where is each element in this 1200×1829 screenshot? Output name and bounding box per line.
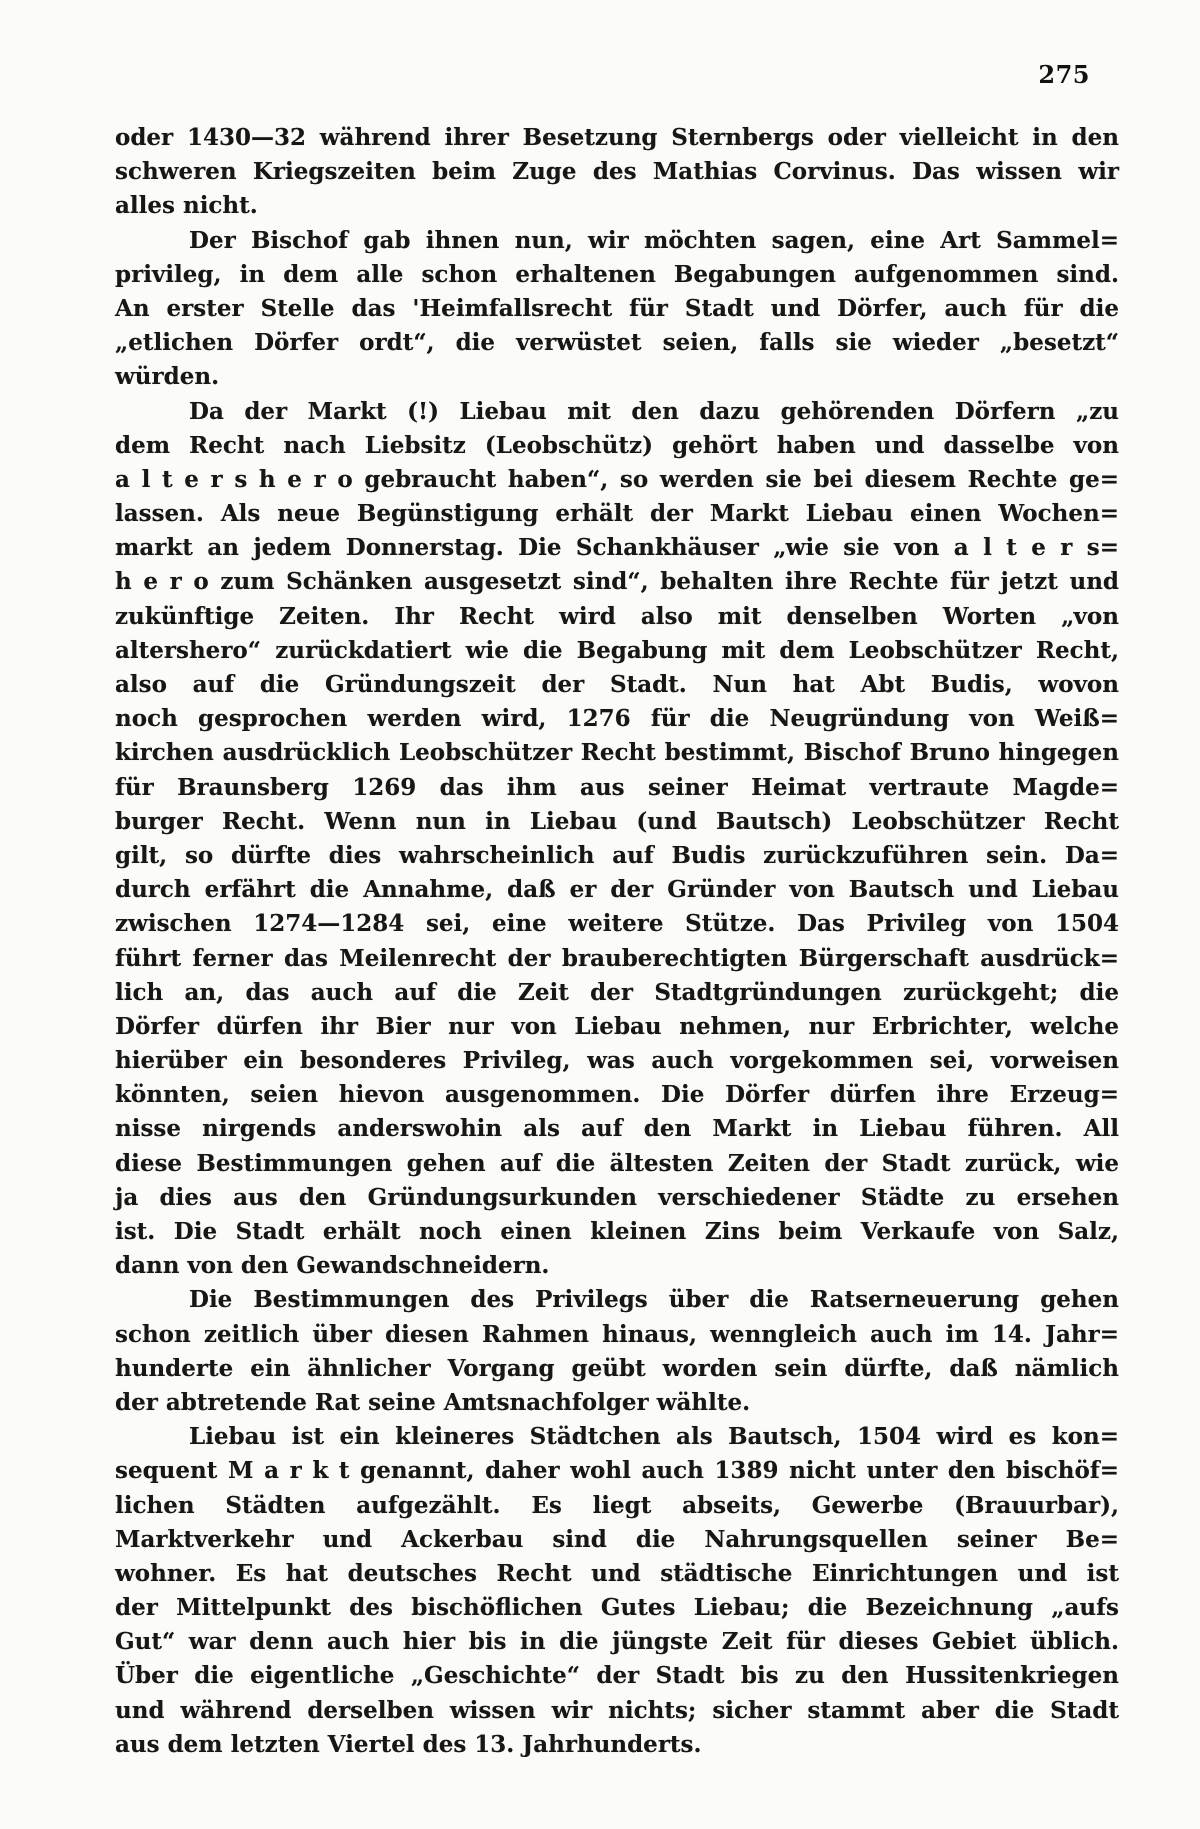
text-line: Über die eigentliche „Geschichte“ der Stadt bis zu den Hussitenkriegen (115, 1662, 1119, 1690)
text-line: lich an, das auch auf die Zeit der Stadtgründungen zurückgeht; die (115, 978, 1119, 1006)
paragraph (115, 395, 1119, 1284)
text-line: ist. Die Stadt erhält noch einen kleinen Zins beim Verkaufe von Salz, (115, 1218, 1119, 1245)
text-line: würden. (115, 363, 220, 391)
paragraph (115, 224, 1119, 395)
text-line: Gut“ war denn auch hier bis in die jüngste Zeit für dieses Gebiet üblich. (115, 1628, 1119, 1656)
paragraph (115, 121, 1119, 224)
text-line: alles nicht. (115, 192, 258, 220)
text-block (115, 121, 1119, 1762)
text-line: hierüber ein besonderes Privileg, was auch vorgekommen sei, vorweisen (115, 1047, 1119, 1075)
text-line: der abtretende Rat seine Amtsnachfolger wählte. (115, 1388, 751, 1416)
text-line: und während derselben wissen wir nichts; sicher stammt aber die Stadt (115, 1696, 1119, 1724)
text-line: Der Bischof gab ihnen nun, wir möchten sagen, eine Art Sammel= (189, 226, 1119, 254)
text-line: privileg, in dem alle schon erhaltenen Begabungen aufgenommen sind. (115, 260, 1119, 288)
text-line: kirchen ausdrücklich Leobschützer Recht bestimmt, Bischof Bruno hingegen (115, 739, 1119, 767)
paragraph (115, 1420, 1119, 1762)
paragraph (115, 1283, 1119, 1420)
text-line: „etlichen Dörfer ordt“, die verwüstet seien, falls sie wieder „besetzt“ (115, 329, 1119, 357)
text-line: markt an jedem Donnerstag. Die Schankhäuser „wie sie von a l t e r s= (115, 534, 1119, 562)
text-line: h e r o zum Schänken ausgesetzt sind“, behalten ihre Rechte für jetzt und (115, 568, 1119, 596)
text-line: altershero“ zurückdatiert wie die Begabung mit dem Leobschützer Recht, (115, 636, 1119, 664)
text-line: Marktverkehr und Ackerbau sind die Nahrungsquellen seiner Be= (115, 1525, 1119, 1553)
text-line: zwischen 1274—1284 sei, eine weitere Stütze. Das Privileg von 1504 (115, 910, 1119, 938)
text-line: Die Bestimmungen des Privilegs über die Ratserneuerung gehen (189, 1286, 1119, 1314)
text-line: nisse nirgends anderswohin als auf den Markt in Liebau führen. All (115, 1115, 1119, 1143)
text-line: sequent M a r k t genannt, daher wohl auch 1389 nicht unter den bischöf= (115, 1457, 1119, 1485)
text-line: durch erfährt die Annahme, daß er der Gründer von Bautsch und Liebau (115, 876, 1119, 904)
text-line: burger Recht. Wenn nun in Liebau (und Bautsch) Leobschützer Recht (115, 807, 1119, 835)
text-line: lichen Städten aufgezählt. Es liegt abseits, Gewerbe (Brauurbar), (115, 1491, 1119, 1519)
text-line: An erster Stelle das 'Heimfallsrecht für Stadt und Dörfer, auch für die (115, 294, 1119, 322)
text-line: dem Recht nach Liebsitz (Leobschütz) gehört haben und dasselbe von (115, 431, 1119, 459)
text-line: oder 1430—32 während ihrer Besetzung Sternbergs oder vielleicht in den (115, 124, 1119, 151)
text-line: dann von den Gewandschneidern. (115, 1252, 550, 1280)
text-line: a l t e r s h e r o gebraucht haben“, so werden sie bei diesem Rechte ge= (115, 465, 1119, 493)
text-line: Dörfer dürfen ihr Bier nur von Liebau nehmen, nur Erbrichter, welche (115, 1012, 1119, 1040)
text-line: gilt, so dürfte dies wahrscheinlich auf Budis zurückzuführen sein. Da= (115, 841, 1119, 869)
text-line: Da der Markt (!) Liebau mit den dazu gehörenden Dörfern „zu (189, 397, 1119, 425)
page-number: 275 (1038, 60, 1090, 89)
text-line: hunderte ein ähnlicher Vorgang geübt worden sein dürfte, daß nämlich (115, 1354, 1119, 1382)
text-line: lassen. Als neue Begünstigung erhält der Markt Liebau einen Wochen= (115, 500, 1119, 528)
text-line: der Mittelpunkt des bischöflichen Gutes Liebau; die Bezeichnung „aufs (115, 1594, 1119, 1622)
text-line: führt ferner das Meilenrecht der brauberechtigten Bürgerschaft ausdrück= (115, 944, 1119, 972)
text-line: zukünftige Zeiten. Ihr Recht wird also mit denselben Worten „von (115, 602, 1119, 630)
text-line: Liebau ist ein kleineres Städtchen als Bautsch, 1504 wird es kon= (189, 1423, 1119, 1451)
text-line: noch gesprochen werden wird, 1276 für die Neugründung von Weiß= (115, 705, 1119, 733)
text-line: aus dem letzten Viertel des 13. Jahrhunderts. (115, 1730, 702, 1758)
text-line: könnten, seien hievon ausgenommen. Die Dörfer dürfen ihre Erzeug= (115, 1081, 1119, 1109)
text-line: schweren Kriegszeiten beim Zuge des Mathias Corvinus. Das wissen wir (115, 158, 1119, 186)
text-line: wohner. Es hat deutsches Recht und städtische Einrichtungen und ist (115, 1559, 1119, 1587)
text-line: für Braunsberg 1269 das ihm aus seiner Heimat vertraute Magde= (115, 773, 1119, 801)
text-line: also auf die Gründungszeit der Stadt. Nun hat Abt Budis, wovon (115, 671, 1119, 698)
text-line: schon zeitlich über diesen Rahmen hinaus, wenngleich auch im 14. Jahr= (115, 1320, 1119, 1348)
text-line: ja dies aus den Gründungsurkunden verschiedener Städte zu ersehen (115, 1183, 1119, 1211)
text-line: diese Bestimmungen gehen auf die ältesten Zeiten der Stadt zurück, wie (115, 1149, 1119, 1177)
